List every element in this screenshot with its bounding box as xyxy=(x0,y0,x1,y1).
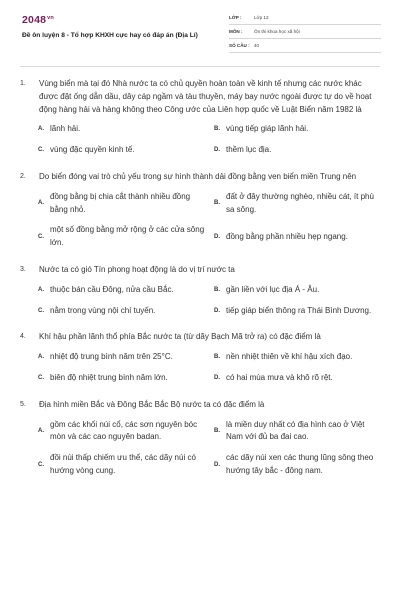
option-letter: B. xyxy=(214,126,220,133)
option-letter: D. xyxy=(214,233,220,240)
option-letter: A. xyxy=(38,427,44,434)
meta-table xyxy=(229,11,381,53)
option-text: nhiệt độ trung bình năm trên 25°C. xyxy=(50,352,173,362)
option-c[interactable] xyxy=(38,140,214,161)
option-letter: C. xyxy=(38,147,44,154)
question-number: 3. xyxy=(20,265,26,273)
meta-value: 40 xyxy=(254,43,260,48)
option-text: gần liền với lục địa Á - Âu. xyxy=(226,284,320,294)
option-text: đồng bằng bị chia cắt thành nhiều đồng bằng nhỏ. xyxy=(50,191,191,214)
question-2 xyxy=(20,171,382,254)
question-4 xyxy=(20,331,382,388)
option-c[interactable] xyxy=(38,301,214,322)
site-logo[interactable] xyxy=(22,14,54,26)
option-d[interactable] xyxy=(214,140,390,161)
question-5 xyxy=(20,399,382,482)
option-text: đồng bằng phần nhiều hẹp ngang. xyxy=(226,231,348,241)
question-number: 5. xyxy=(20,400,26,408)
option-letter: A. xyxy=(38,286,44,293)
meta-label: SỐ CÂU : xyxy=(229,43,250,48)
meta-value: Ôn thi khoa học xã hội xyxy=(254,29,300,34)
page-header xyxy=(0,0,400,62)
option-letter: D. xyxy=(214,147,220,154)
option-letter: D. xyxy=(214,461,220,468)
meta-row-subject xyxy=(229,25,381,39)
option-letter: B. xyxy=(214,200,220,207)
question-number: 1. xyxy=(20,80,26,87)
answer-options xyxy=(20,415,382,482)
meta-label: MÔN : xyxy=(229,29,243,34)
option-d[interactable] xyxy=(214,301,390,322)
option-text: thuộc bán cầu Đông, nửa cầu Bắc. xyxy=(50,284,174,294)
option-c[interactable] xyxy=(38,448,214,482)
option-a[interactable] xyxy=(38,280,214,301)
question-number: 2. xyxy=(20,172,26,180)
logo-suffix: vn xyxy=(47,14,54,21)
option-letter: C. xyxy=(38,374,44,381)
meta-value: Lớp 12 xyxy=(254,15,269,20)
question-text: Vùng biển mà tại đó Nhà nước ta có chủ quyền hoàn toàn về kinh tế nhưng các nước khác được đặt ống dẫn dầu, dây cáp ngầm và tàu thuyền, máy bay nước ngoài được tự do về hoạt động hàng hải và hàng không theo Công ước của Liên hợp quốc về Luật Biển năm 1982 là xyxy=(39,79,372,114)
option-text: là miền duy nhất có địa hình cao ở Việt Nam với đủ ba đai cao. xyxy=(226,419,365,442)
option-text: vùng đặc quyền kinh tế. xyxy=(50,145,135,155)
option-b[interactable] xyxy=(214,280,390,301)
option-text: các dãy núi xen các thung lũng sông theo hướng tây bắc - đông nam. xyxy=(226,453,374,475)
option-letter: C. xyxy=(38,461,44,468)
option-letter: B. xyxy=(214,427,220,434)
option-a[interactable] xyxy=(38,119,214,140)
option-b[interactable] xyxy=(214,187,390,221)
option-text: đồi núi thấp chiếm ưu thế, các dãy núi có hướng vòng cung. xyxy=(50,453,196,475)
option-text: nằm trong vùng nội chí tuyến. xyxy=(50,305,156,315)
option-c[interactable] xyxy=(38,220,214,254)
answer-options xyxy=(20,187,382,254)
meta-row-class xyxy=(229,11,381,25)
option-text: đất ở đây thường nghèo, nhiều cát, ít phù sa sông. xyxy=(226,191,374,214)
question-text: Do biển đóng vai trò chủ yếu trong sự hình thành dải đồng bằng ven biển miền Trung nên xyxy=(39,171,357,181)
question-list xyxy=(20,78,382,492)
option-text: lãnh hải. xyxy=(50,124,81,134)
option-letter: B. xyxy=(214,354,220,361)
option-b[interactable] xyxy=(214,119,390,140)
question-text: Địa hình miền Bắc và Đông Bắc Bắc Bộ nước ta có đặc điểm là xyxy=(39,399,265,409)
option-letter: A. xyxy=(38,126,44,133)
option-letter: B. xyxy=(214,286,220,293)
option-c[interactable] xyxy=(38,368,214,389)
document-title: Đề ôn luyện 8 - Tổ hợp KHXH cực hay có đáp án (Địa Lí) xyxy=(22,32,198,39)
option-b[interactable] xyxy=(214,415,390,449)
option-letter: A. xyxy=(38,354,44,361)
option-text: gồm các khối núi cổ, các sơn nguyên bóc mòn và các cao nguyên badan. xyxy=(50,419,198,442)
question-text: Khí hậu phần lãnh thổ phía Bắc nước ta (từ dãy Bạch Mã trở ra) có đặc điểm là xyxy=(39,332,321,342)
option-letter: D. xyxy=(214,307,220,314)
answer-options xyxy=(20,280,382,322)
option-text: thềm lục địa. xyxy=(226,145,272,155)
meta-label: LỚP : xyxy=(229,15,242,20)
question-1 xyxy=(20,78,382,161)
option-a[interactable] xyxy=(38,347,214,368)
option-letter: C. xyxy=(38,307,44,314)
option-a[interactable] xyxy=(38,415,214,449)
logo-text: 2048 xyxy=(22,14,47,26)
option-text: nền nhiệt thiên về khí hậu xích đạo. xyxy=(226,352,353,362)
option-text: tiếp giáp biển thông ra Thái Bình Dương. xyxy=(226,305,372,315)
question-3 xyxy=(20,264,382,321)
option-text: một số đồng bằng mở rộng ở các cửa sông lớn. xyxy=(50,225,205,248)
option-text: có hai mùa mưa và khô rõ rệt. xyxy=(226,372,333,382)
option-letter: D. xyxy=(214,374,220,381)
option-letter: A. xyxy=(38,200,44,207)
option-d[interactable] xyxy=(214,368,390,389)
question-text: Nước ta có gió Tín phong hoạt động là do vị trí nước ta xyxy=(39,264,235,274)
meta-row-count xyxy=(229,39,381,53)
option-a[interactable] xyxy=(38,187,214,221)
option-b[interactable] xyxy=(214,347,390,368)
option-letter: C. xyxy=(38,233,44,240)
option-text: vùng tiếp giáp lãnh hải. xyxy=(226,124,309,134)
question-number: 4. xyxy=(20,333,26,341)
answer-options xyxy=(20,347,382,389)
option-d[interactable] xyxy=(214,220,390,254)
option-text: biên độ nhiệt trung bình năm lớn. xyxy=(50,372,168,382)
option-d[interactable] xyxy=(214,448,390,482)
answer-options xyxy=(20,119,382,161)
header-divider xyxy=(20,66,380,67)
